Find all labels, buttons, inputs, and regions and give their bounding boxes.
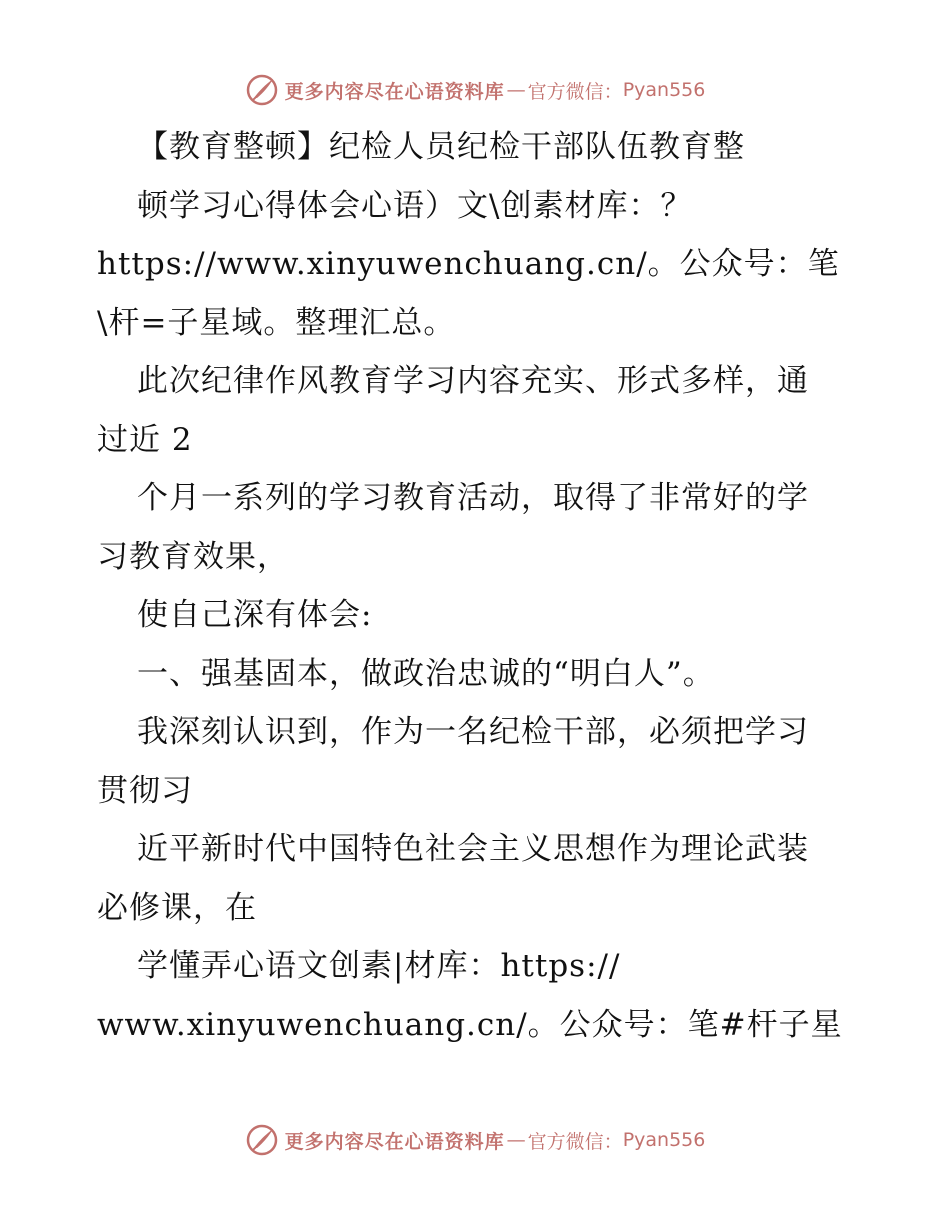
doc-line: 此次纪律作风教育学习内容充实、形式多样，通 bbox=[137, 363, 809, 399]
banner-wechat-label: 官方微信： bbox=[527, 1130, 623, 1153]
quill-logo-icon bbox=[245, 73, 279, 107]
doc-line: https://www.xinyuwenchuang.cn/。公众号：笔 bbox=[97, 246, 840, 282]
footer-watermark-banner bbox=[0, 1120, 950, 1160]
banner-separator: — bbox=[506, 79, 526, 101]
doc-line: 必修课，在 bbox=[97, 889, 257, 926]
doc-line: 个月一系列的学习教育活动，取得了非常好的学 bbox=[137, 480, 809, 516]
banner-wechat-id: Pyan556 bbox=[622, 1129, 706, 1151]
banner-wechat-id: Pyan556 bbox=[622, 79, 706, 101]
doc-line: 学懂弄心语文创素|材库：https:// bbox=[137, 948, 621, 984]
doc-line: 过近 2 bbox=[97, 421, 193, 458]
doc-line: \杆=子星域。整理汇总。 bbox=[97, 304, 456, 341]
header-watermark-banner bbox=[0, 70, 950, 110]
doc-line: www.xinyuwenchuang.cn/。公众号：笔#杆子星 bbox=[97, 1006, 843, 1043]
doc-line: 使自己深有体会: bbox=[137, 597, 373, 633]
doc-line: 【教育整顿】纪检人员纪检干部队伍教育整 bbox=[137, 129, 745, 165]
doc-line: 顿学习心得体会心语）文\创素材库：？ bbox=[137, 187, 693, 224]
doc-line: 近平新时代中国特色社会主义思想作为理论武装 bbox=[137, 831, 809, 867]
section-heading: 一、强基固本，做政治忠诚的“明白人”。 bbox=[137, 655, 715, 692]
doc-line: 贯彻习 bbox=[97, 772, 193, 809]
document-body bbox=[97, 118, 857, 1054]
banner-slogan: 更多内容尽在心语资料库 bbox=[284, 1130, 505, 1153]
doc-line: 我深刻认识到，作为一名纪检干部，必须把学习 bbox=[137, 714, 809, 750]
quill-logo-icon bbox=[245, 1123, 279, 1157]
banner-slogan: 更多内容尽在心语资料库 bbox=[284, 80, 505, 103]
banner-separator: — bbox=[506, 1129, 526, 1151]
doc-line: 习教育效果， bbox=[97, 538, 289, 575]
banner-wechat-label: 官方微信： bbox=[527, 80, 623, 103]
